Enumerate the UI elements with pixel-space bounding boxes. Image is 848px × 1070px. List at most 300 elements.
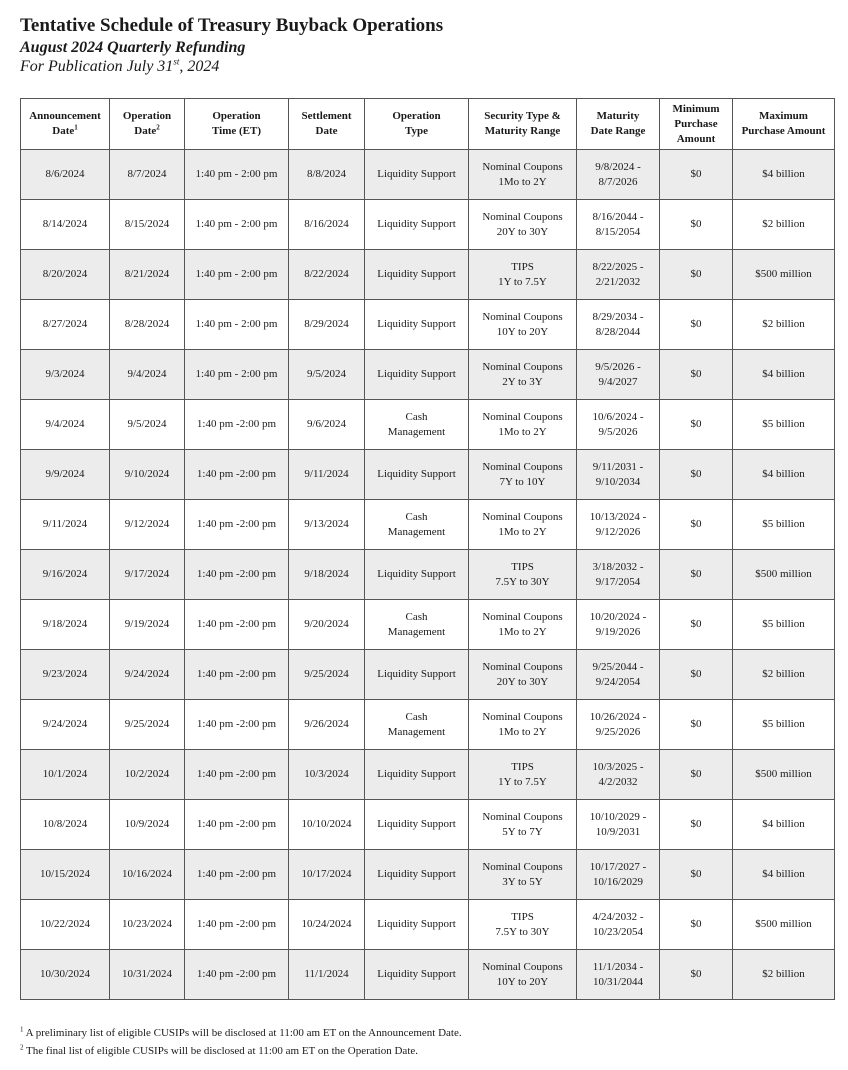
maturity-date-range-cell-text: 9/24/2054 (595, 675, 641, 688)
settlement-date-cell-text: 9/20/2024 (304, 618, 349, 630)
maximum-purchase-cell (733, 350, 835, 400)
operation-date-cell-text: 9/4/2024 (127, 368, 167, 380)
table-row (21, 400, 835, 450)
minimum-purchase-cell (660, 300, 733, 350)
settlement-date-cell-text: 8/8/2024 (306, 168, 347, 180)
security-type-cell-text: 1Mo to 2Y (498, 525, 547, 538)
operation-time-cell-text: 1:40 pm -2:00 pm (196, 868, 277, 880)
operation-date-cell-text: 8/21/2024 (124, 268, 170, 280)
column-header-operation-type (365, 99, 469, 150)
minimum-purchase-cell (660, 700, 733, 750)
maturity-date-range-cell-text: 10/6/2024 - (592, 410, 644, 423)
announcement-date-cell (21, 900, 110, 950)
operation-date-cell-text: 9/12/2024 (124, 518, 170, 530)
settlement-date-cell (289, 800, 365, 850)
footnote (20, 1024, 462, 1042)
announcement-date-cell-text: 10/15/2024 (39, 868, 91, 880)
operation-type-cell-text: Liquidity Support (377, 868, 456, 880)
maturity-date-range-cell-text: 9/17/2054 (595, 575, 641, 588)
settlement-date-cell (289, 300, 365, 350)
settlement-date-cell-text: 9/13/2024 (304, 518, 349, 530)
settlement-date-cell-text: 9/6/2024 (306, 418, 347, 430)
security-type-cell (469, 600, 577, 650)
operation-date-cell (110, 700, 185, 750)
operation-type-cell (365, 200, 469, 250)
column-header-line2-text: Time (ET) (212, 125, 261, 137)
security-type-cell-text: 7.5Y to 30Y (495, 925, 550, 938)
maximum-purchase-cell-text: $500 million (755, 568, 812, 580)
operation-time-cell-text: 1:40 pm -2:00 pm (196, 618, 277, 630)
table-row (21, 650, 835, 700)
minimum-purchase-cell (660, 600, 733, 650)
maximum-purchase-cell-text: $5 billion (762, 418, 805, 430)
maturity-date-range-cell-text: 9/25/2044 - (592, 660, 644, 673)
maximum-purchase-cell-text: $4 billion (762, 818, 805, 830)
column-header-line2 (662, 132, 730, 147)
maturity-date-range-cell-text: 8/16/2044 - (592, 210, 644, 223)
maximum-purchase-cell-text: $2 billion (762, 218, 805, 230)
maturity-date-range-cell-text: 11/1/2034 - (592, 960, 644, 973)
announcement-date-cell-text: 8/14/2024 (42, 218, 88, 230)
minimum-purchase-cell-text: $0 (690, 718, 702, 730)
security-type-cell (469, 700, 577, 750)
minimum-purchase-cell-text: $0 (690, 418, 702, 430)
operation-type-cell (365, 550, 469, 600)
security-type-cell (469, 550, 577, 600)
security-type-cell-text: Nominal Coupons (482, 810, 563, 823)
operation-date-cell-text: 9/19/2024 (124, 618, 170, 630)
operation-date-cell (110, 550, 185, 600)
maximum-purchase-cell (733, 200, 835, 250)
maturity-date-range-cell-text: 9/5/2026 - (595, 360, 641, 373)
buyback-schedule-table (20, 98, 835, 1000)
operation-date-cell (110, 650, 185, 700)
maximum-purchase-cell-text: $500 million (755, 768, 812, 780)
operation-date-cell-text: 10/31/2024 (121, 968, 173, 980)
operation-type-cell (365, 650, 469, 700)
settlement-date-cell-text: 9/11/2024 (304, 468, 349, 480)
operation-type-cell (365, 400, 469, 450)
operation-date-cell-text: 8/7/2024 (127, 168, 167, 180)
operation-date-cell (110, 450, 185, 500)
maximum-purchase-cell-text: $4 billion (762, 468, 805, 480)
column-header-line2-text: Date (134, 125, 157, 137)
maximum-purchase-cell-text: $5 billion (762, 518, 805, 530)
column-header-line1: Security Type & (484, 110, 561, 122)
settlement-date-cell (289, 150, 365, 200)
operation-date-cell-text: 10/16/2024 (121, 868, 173, 880)
settlement-date-cell (289, 450, 365, 500)
security-type-cell (469, 850, 577, 900)
announcement-date-cell-text: 9/11/2024 (42, 518, 88, 530)
operation-type-cell (365, 250, 469, 300)
announcement-date-cell (21, 550, 110, 600)
table-row (21, 550, 835, 600)
operation-date-cell (110, 200, 185, 250)
maximum-purchase-cell (733, 900, 835, 950)
settlement-date-cell (289, 550, 365, 600)
operation-type-cell (365, 600, 469, 650)
maturity-date-range-cell-text: 10/16/2029 (592, 875, 644, 888)
maturity-date-range-cell-text: 10/31/2044 (592, 975, 644, 988)
maturity-date-range-cell (577, 450, 660, 500)
operation-type-cell (365, 900, 469, 950)
publication-date-prefix: For Publication July 31 (20, 58, 174, 75)
operation-time-cell-text: 1:40 pm - 2:00 pm (195, 318, 278, 330)
announcement-date-cell-text: 8/6/2024 (45, 168, 85, 180)
operation-type-cell (365, 350, 469, 400)
minimum-purchase-cell-text: $0 (690, 968, 702, 980)
security-type-cell (469, 450, 577, 500)
settlement-date-cell-text: 8/29/2024 (304, 318, 349, 330)
minimum-purchase-cell-text: $0 (690, 368, 702, 380)
maximum-purchase-cell-text: $5 billion (762, 718, 805, 730)
operation-type-cell-text: Management (387, 625, 446, 638)
column-header-line2 (471, 124, 574, 139)
operation-type-cell-text: Cash (405, 710, 428, 723)
table-row (21, 500, 835, 550)
security-type-cell-text: 10Y to 20Y (496, 975, 549, 988)
announcement-date-cell-text: 9/16/2024 (42, 568, 88, 580)
maturity-date-range-cell (577, 600, 660, 650)
minimum-purchase-cell (660, 250, 733, 300)
table-row (21, 600, 835, 650)
minimum-purchase-cell (660, 900, 733, 950)
announcement-date-cell-text: 10/22/2024 (39, 918, 91, 930)
operation-time-cell (185, 800, 289, 850)
operation-time-cell (185, 750, 289, 800)
announcement-date-cell (21, 700, 110, 750)
operation-type-cell-text: Cash (405, 410, 428, 423)
minimum-purchase-cell-text: $0 (690, 518, 702, 530)
maturity-date-range-cell-text: 10/20/2024 - (589, 610, 647, 623)
column-header-line2-text: Date Range (590, 125, 646, 137)
announcement-date-cell (21, 350, 110, 400)
announcement-date-cell (21, 450, 110, 500)
maturity-date-range-cell-text: 9/19/2026 (595, 625, 641, 638)
maximum-purchase-cell-text: $4 billion (762, 168, 805, 180)
security-type-cell-text: Nominal Coupons (482, 660, 563, 673)
operation-type-cell-text: Management (387, 725, 446, 738)
maturity-date-range-cell-text: 8/29/2034 - (592, 310, 644, 323)
maturity-date-range-cell (577, 250, 660, 300)
maturity-date-range-cell-text: 4/24/2032 - (592, 910, 644, 923)
minimum-purchase-cell (660, 350, 733, 400)
settlement-date-cell (289, 250, 365, 300)
maximum-purchase-cell (733, 800, 835, 850)
operation-type-cell-text: Liquidity Support (377, 768, 456, 780)
settlement-date-cell-text: 10/17/2024 (301, 868, 352, 880)
operation-time-cell (185, 650, 289, 700)
minimum-purchase-cell (660, 650, 733, 700)
security-type-cell-text: Nominal Coupons (482, 310, 563, 323)
column-header-line2 (23, 124, 107, 139)
maturity-date-range-cell (577, 950, 660, 1000)
security-type-cell-text: 10Y to 20Y (496, 325, 549, 338)
operation-time-cell-text: 1:40 pm -2:00 pm (196, 818, 277, 830)
footnote (20, 1042, 462, 1060)
security-type-cell (469, 250, 577, 300)
operation-date-cell-text: 9/25/2024 (124, 718, 170, 730)
column-header-announcement-date (21, 99, 110, 150)
security-type-cell-text: TIPS (511, 260, 534, 273)
operation-date-cell (110, 900, 185, 950)
operation-time-cell-text: 1:40 pm -2:00 pm (196, 968, 277, 980)
maturity-date-range-cell-text: 10/13/2024 - (589, 510, 647, 523)
security-type-cell (469, 400, 577, 450)
announcement-date-cell-text: 9/24/2024 (42, 718, 88, 730)
column-header-maturity-date-range (577, 99, 660, 150)
operation-time-cell (185, 550, 289, 600)
security-type-cell-text: 1Y to 7.5Y (498, 775, 547, 788)
operation-time-cell (185, 200, 289, 250)
settlement-date-cell (289, 500, 365, 550)
operation-date-cell-text: 10/23/2024 (121, 918, 173, 930)
security-type-cell-text: Nominal Coupons (482, 610, 563, 623)
operation-time-cell-text: 1:40 pm -2:00 pm (196, 468, 277, 480)
maximum-purchase-cell (733, 250, 835, 300)
maturity-date-range-cell (577, 300, 660, 350)
operation-type-cell-text: Cash (405, 510, 428, 523)
minimum-purchase-cell-text: $0 (690, 768, 702, 780)
settlement-date-cell-text: 9/26/2024 (304, 718, 349, 730)
table-row (21, 700, 835, 750)
table-row (21, 900, 835, 950)
table-row (21, 850, 835, 900)
maximum-purchase-cell (733, 550, 835, 600)
operation-type-cell-text: Liquidity Support (377, 818, 456, 830)
settlement-date-cell (289, 900, 365, 950)
operation-time-cell (185, 250, 289, 300)
operation-type-cell-text: Liquidity Support (377, 968, 456, 980)
operation-date-cell (110, 800, 185, 850)
operation-type-cell-text: Cash (405, 610, 428, 623)
security-type-cell-text: 1Mo to 2Y (498, 175, 547, 188)
security-type-cell-text: 20Y to 30Y (496, 675, 549, 688)
maximum-purchase-cell-text: $4 billion (762, 368, 805, 380)
settlement-date-cell-text: 9/5/2024 (306, 368, 347, 380)
operation-time-cell (185, 500, 289, 550)
column-header-settlement-date (289, 99, 365, 150)
settlement-date-cell (289, 600, 365, 650)
publication-date-sup: st (173, 56, 180, 67)
operation-type-cell-text: Liquidity Support (377, 168, 456, 180)
maturity-date-range-cell-text: 9/8/2024 - (595, 160, 641, 173)
column-header-line1: Operation (122, 110, 172, 122)
operation-type-cell-text: Liquidity Support (377, 918, 456, 930)
minimum-purchase-cell-text: $0 (690, 918, 702, 930)
page-subtitle: August 2024 Quarterly Refunding (20, 39, 246, 56)
operation-date-cell (110, 400, 185, 450)
operation-time-cell (185, 600, 289, 650)
column-header-line2 (291, 124, 362, 139)
maturity-date-range-cell (577, 650, 660, 700)
operation-time-cell (185, 850, 289, 900)
operation-time-cell-text: 1:40 pm -2:00 pm (196, 918, 277, 930)
announcement-date-cell (21, 600, 110, 650)
footnote-marker: 2 (20, 1043, 24, 1052)
operation-type-cell-text: Liquidity Support (377, 368, 456, 380)
operation-date-cell (110, 300, 185, 350)
operation-type-cell (365, 300, 469, 350)
maturity-date-range-cell-text: 10/9/2031 (595, 825, 641, 838)
maturity-date-range-cell (577, 750, 660, 800)
maximum-purchase-cell (733, 850, 835, 900)
footnote-marker: 1 (74, 123, 78, 132)
security-type-cell-text: Nominal Coupons (482, 710, 563, 723)
security-type-cell-text: 7Y to 10Y (499, 475, 546, 488)
announcement-date-cell (21, 650, 110, 700)
announcement-date-cell-text: 9/3/2024 (45, 368, 85, 380)
page-title: Tentative Schedule of Treasury Buyback Operations (20, 15, 444, 36)
minimum-purchase-cell-text: $0 (690, 868, 702, 880)
minimum-purchase-cell-text: $0 (690, 268, 702, 280)
security-type-cell-text: Nominal Coupons (482, 860, 563, 873)
table-row (21, 950, 835, 1000)
operation-time-cell-text: 1:40 pm -2:00 pm (196, 568, 277, 580)
table-header-row (21, 99, 835, 150)
operation-time-cell (185, 350, 289, 400)
operation-time-cell (185, 900, 289, 950)
operation-date-cell (110, 250, 185, 300)
announcement-date-cell-text: 9/18/2024 (42, 618, 88, 630)
minimum-purchase-cell-text: $0 (690, 218, 702, 230)
security-type-cell (469, 800, 577, 850)
operation-date-cell (110, 850, 185, 900)
operation-date-cell (110, 600, 185, 650)
maturity-date-range-cell (577, 500, 660, 550)
table-row (21, 800, 835, 850)
column-header-line2 (112, 124, 182, 139)
operation-date-cell (110, 350, 185, 400)
minimum-purchase-cell-text: $0 (690, 168, 702, 180)
column-header-line1: Minimum Purchase (672, 102, 720, 130)
security-type-cell (469, 500, 577, 550)
announcement-date-cell-text: 8/27/2024 (42, 318, 88, 330)
table-row (21, 350, 835, 400)
operation-time-cell (185, 300, 289, 350)
security-type-cell-text: 20Y to 30Y (496, 225, 549, 238)
maximum-purchase-cell (733, 300, 835, 350)
operation-date-cell (110, 500, 185, 550)
security-type-cell-text: Nominal Coupons (482, 410, 563, 423)
column-header-line2 (367, 124, 466, 139)
column-header-line1: Settlement (301, 110, 352, 122)
maximum-purchase-cell-text: $2 billion (762, 968, 805, 980)
security-type-cell (469, 200, 577, 250)
operation-date-cell-text: 10/2/2024 (124, 768, 170, 780)
maturity-date-range-cell-text: 10/3/2025 - (592, 760, 644, 773)
announcement-date-cell (21, 950, 110, 1000)
table-row (21, 300, 835, 350)
operation-date-cell-text: 8/28/2024 (124, 318, 170, 330)
security-type-cell-text: 1Mo to 2Y (498, 425, 547, 438)
security-type-cell-text: Nominal Coupons (482, 210, 563, 223)
announcement-date-cell (21, 850, 110, 900)
maximum-purchase-cell-text: $500 million (755, 268, 812, 280)
maturity-date-range-cell (577, 900, 660, 950)
announcement-date-cell (21, 500, 110, 550)
minimum-purchase-cell-text: $0 (690, 468, 702, 480)
minimum-purchase-cell (660, 150, 733, 200)
operation-type-cell (365, 500, 469, 550)
publication-date (20, 57, 443, 77)
maturity-date-range-cell (577, 800, 660, 850)
maturity-date-range-cell-text: 9/12/2026 (595, 525, 641, 538)
maximum-purchase-cell-text: $4 billion (762, 868, 805, 880)
maturity-date-range-cell-text: 8/15/2054 (595, 225, 641, 238)
column-header-line2 (735, 124, 832, 139)
security-type-cell-text: Nominal Coupons (482, 960, 563, 973)
minimum-purchase-cell-text: $0 (690, 668, 702, 680)
security-type-cell (469, 650, 577, 700)
operation-time-cell-text: 1:40 pm -2:00 pm (196, 768, 277, 780)
settlement-date-cell-text: 10/24/2024 (301, 918, 352, 930)
security-type-cell-text: Nominal Coupons (482, 510, 563, 523)
operation-date-cell (110, 750, 185, 800)
maturity-date-range-cell-text: 8/28/2044 (595, 325, 641, 338)
security-type-cell (469, 150, 577, 200)
operation-date-cell (110, 950, 185, 1000)
footnote-marker: 2 (156, 123, 160, 132)
minimum-purchase-cell (660, 550, 733, 600)
settlement-date-cell (289, 200, 365, 250)
column-header-operation-date (110, 99, 185, 150)
security-type-cell-text: Nominal Coupons (482, 160, 563, 173)
operation-time-cell-text: 1:40 pm - 2:00 pm (195, 218, 278, 230)
maturity-date-range-cell-text: 9/4/2027 (598, 375, 638, 388)
operation-date-cell (110, 150, 185, 200)
column-header-minimum-purchase-amount (660, 99, 733, 150)
operation-time-cell-text: 1:40 pm - 2:00 pm (195, 168, 278, 180)
security-type-cell (469, 750, 577, 800)
maximum-purchase-cell (733, 950, 835, 1000)
announcement-date-cell-text: 10/8/2024 (42, 818, 88, 830)
maturity-date-range-cell-text: 9/11/2031 - (592, 460, 644, 473)
column-header-line2-text: Type (404, 125, 429, 137)
maturity-date-range-cell-text: 8/7/2026 (598, 175, 638, 188)
table-row (21, 250, 835, 300)
footnotes (20, 1024, 462, 1060)
operation-type-cell-text: Liquidity Support (377, 318, 456, 330)
announcement-date-cell-text: 9/23/2024 (42, 668, 88, 680)
operation-time-cell (185, 450, 289, 500)
column-header-line2-text: Date (315, 125, 338, 137)
maximum-purchase-cell-text: $2 billion (762, 318, 805, 330)
operation-type-cell-text: Liquidity Support (377, 468, 456, 480)
maturity-date-range-cell (577, 850, 660, 900)
operation-time-cell-text: 1:40 pm -2:00 pm (196, 718, 277, 730)
maturity-date-range-cell-text: 3/18/2032 - (592, 560, 644, 573)
maturity-date-range-cell-text: 10/17/2027 - (589, 860, 647, 873)
column-header-operation-time (185, 99, 289, 150)
operation-date-cell-text: 8/15/2024 (124, 218, 170, 230)
announcement-date-cell (21, 400, 110, 450)
maximum-purchase-cell (733, 150, 835, 200)
maturity-date-range-cell (577, 350, 660, 400)
operation-time-cell (185, 700, 289, 750)
operation-type-cell (365, 700, 469, 750)
settlement-date-cell (289, 700, 365, 750)
maximum-purchase-cell (733, 750, 835, 800)
table-row (21, 200, 835, 250)
column-header-line1: Maximum (759, 110, 808, 122)
maturity-date-range-cell (577, 200, 660, 250)
maximum-purchase-cell (733, 500, 835, 550)
settlement-date-cell-text: 10/3/2024 (304, 768, 349, 780)
minimum-purchase-cell (660, 500, 733, 550)
settlement-date-cell (289, 650, 365, 700)
